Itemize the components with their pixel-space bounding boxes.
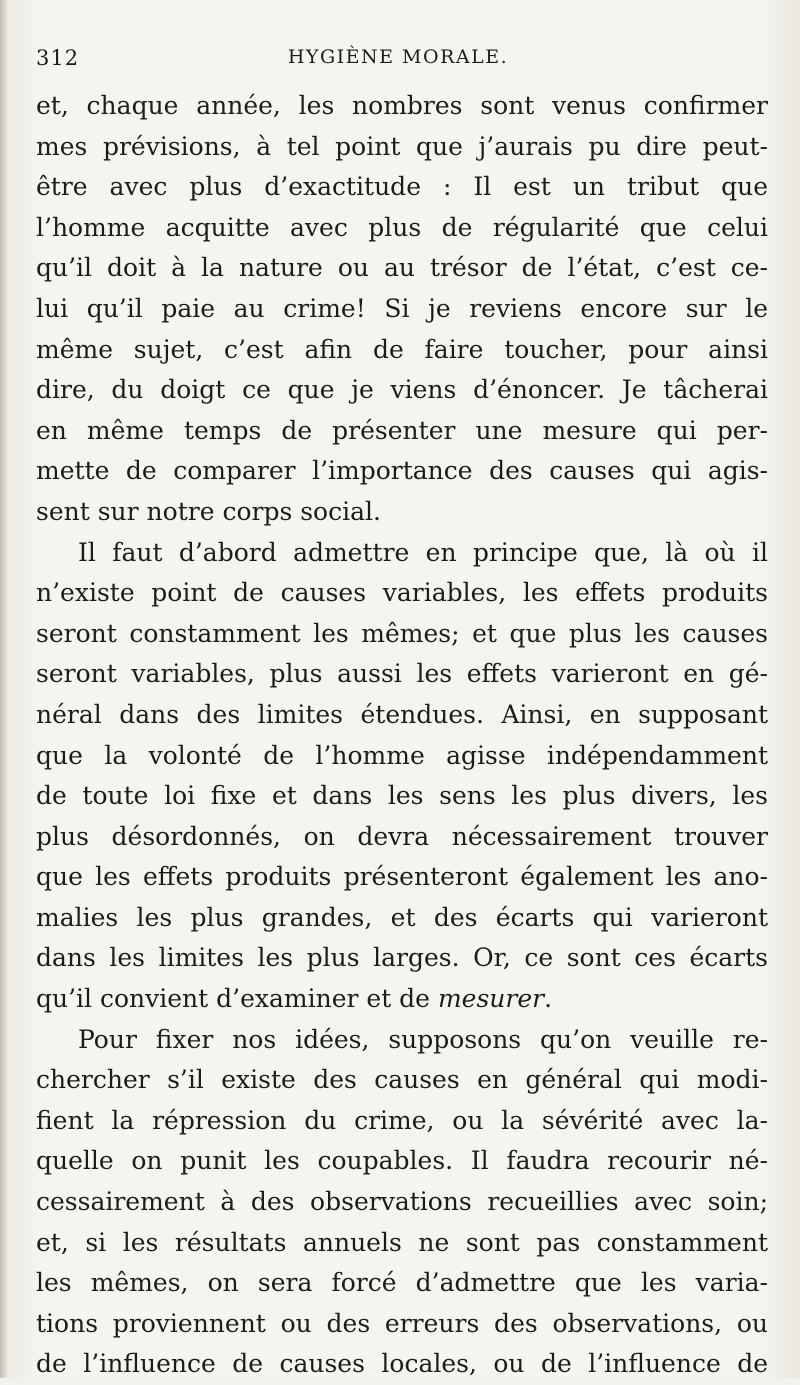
text-line: Il faut d’abord admettre en principe que, là où il (78, 537, 768, 567)
running-head: HYGIÈNE MORALE. (287, 46, 509, 68)
text-line: seront constamment les mêmes; et que plus les causes (36, 618, 768, 648)
text-line-with-emphasis (36, 979, 768, 1020)
text-line: l’homme acquitte avec plus de régularité que celui (36, 212, 768, 242)
text-line: mes prévisions, à tel point que j’aurais pu dire peut- (36, 131, 768, 161)
text-line: sent sur notre corps social. (36, 496, 381, 526)
text-line: être avec plus d’exactitude : Il est un tribut que (36, 172, 768, 202)
page-gutter-shadow (0, 0, 8, 1378)
text-line: que la volonté de l’homme agisse indépendamment (36, 740, 768, 770)
text-line: en même temps de présenter une mesure qui per- (36, 415, 768, 445)
page-number: 312 (36, 46, 80, 70)
text-line: dans les limites les plus larges. Or, ce sont ces écarts (36, 943, 768, 973)
text-line: tions proviennent ou des erreurs des observations, ou (36, 1308, 768, 1338)
page-header (36, 46, 760, 74)
text-line: mette de comparer l’importance des causes qui agis- (36, 456, 768, 486)
text-line: de l’influence de causes locales, ou de l’influence de (36, 1349, 768, 1379)
text-line: quelle on punit les coupables. Il faudra recourir né- (36, 1146, 768, 1176)
text-line: n’existe point de causes variables, les effets produits (36, 578, 768, 608)
text-line: plus désordonnés, on devra nécessairement trouver (36, 821, 768, 851)
text-line: même sujet, c’est afin de faire toucher, pour ainsi (36, 334, 768, 364)
emphasized-word: mesurer (437, 984, 545, 1014)
text-line: les mêmes, on sera forcé d’admettre que les varia- (36, 1268, 768, 1298)
text-line: cessairement à des observations recueillies avec soin; (36, 1187, 768, 1217)
text-line: seront variables, plus aussi les effets varieront en gé- (36, 659, 768, 689)
text-line: fient la répression du crime, ou la sévérité avec la- (36, 1105, 768, 1135)
body-text (36, 86, 768, 1385)
text-line-start: qu’il convient d’examiner et de (36, 984, 430, 1014)
text-line: chercher s’il existe des causes en général qui modi- (36, 1065, 768, 1095)
text-line: que les effets produits présenteront également les ano- (36, 862, 768, 892)
text-line: qu’il doit à la nature ou au trésor de l’état, c’est ce- (36, 253, 768, 283)
text-line: Pour fixer nos idées, supposons qu’on veuille re- (78, 1024, 768, 1054)
text-line: de toute loi fixe et dans les sens les plus divers, les (36, 781, 768, 811)
text-line: et, chaque année, les nombres sont venus confirmer (36, 91, 768, 120)
text-line: dire, du doigt ce que je viens d’énoncer. Je tâcherai (36, 375, 768, 405)
text-line: et, si les résultats annuels ne sont pas constamment (36, 1227, 768, 1257)
text-line: malies les plus grandes, et des écarts qui varieront (36, 902, 768, 932)
text-line: lui qu’il paie au crime! Si je reviens encore sur le (36, 293, 768, 323)
text-line: néral dans des limites étendues. Ainsi, en supposant (36, 699, 768, 729)
emphasis-punctuation: . (544, 984, 553, 1014)
